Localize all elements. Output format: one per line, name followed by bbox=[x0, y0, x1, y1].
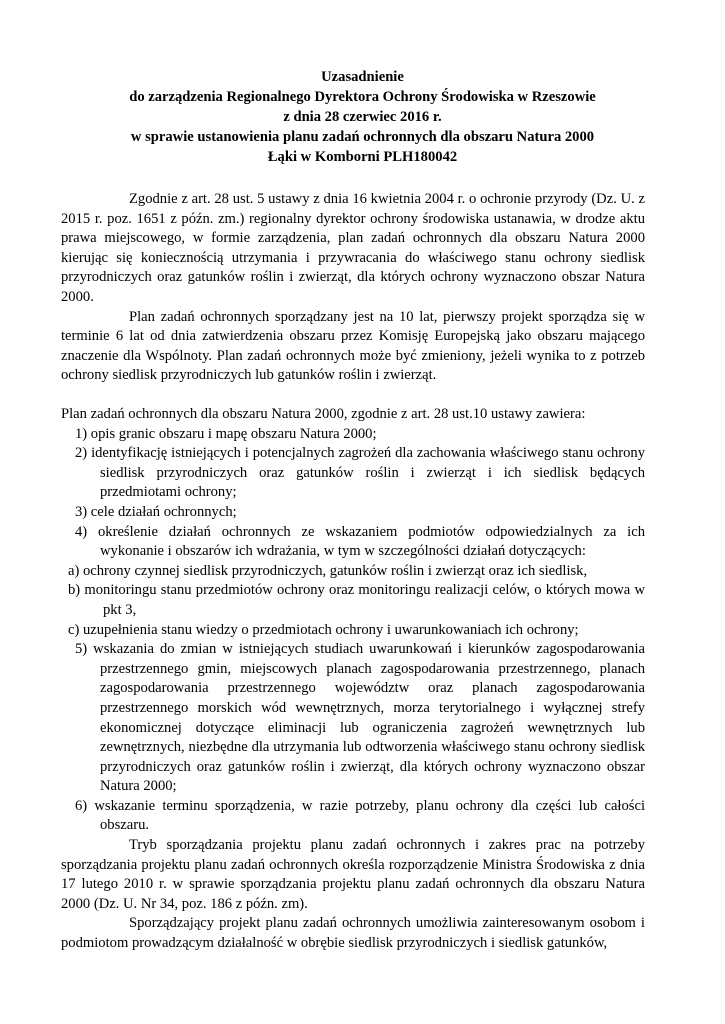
title-line-4: w sprawie ustanowienia planu zadań ochronnych dla obszaru Natura 2000 bbox=[130, 129, 595, 145]
intro-section bbox=[61, 190, 645, 386]
plan-item-5: 5) wskazania do zmian w istniejących studiach uwarunkowań i kierunków zagospodarowania przestrzennego gmin, miejscowych planach zagospodarowania przestrzennego, planach zagospodarowania przestrzennego województw oraz planach zagospodarowania przestrzennego morskich wód wewnętrznych, morza terytorialnego i wyłącznej strefy ekonomicznej dotyczące eliminacji lub ograniczenia zagrożeń wewnętrznych lub zewnętrznych, niezbędne dla utrzymania lub odtworzenia właściwego stanu ochrony siedlisk przyrodniczych oraz gatunków roślin i zwierząt, dla których ochrony wyznaczono obszar Natura 2000; bbox=[75, 641, 645, 795]
title-line-5: Łąki w Komborni PLH180042 bbox=[267, 149, 458, 165]
title-line-3: z dnia 28 czerwiec 2016 r. bbox=[283, 109, 442, 125]
plan-paragraph-4: Sporządzający projekt planu zadań ochronnych umożliwia zainteresowanym osobom i podmiotom prowadzącym działalność w obrębie siedlisk przyrodniczych i siedlisk gatunków, bbox=[61, 915, 645, 952]
plan-item-3: 3) cele działań ochronnych; bbox=[75, 503, 237, 520]
plan-item-4a: a) ochrony czynnej siedlisk przyrodniczych, gatunków roślin i zwierząt oraz ich siedlisk, bbox=[68, 562, 588, 579]
plan-item-4c: c) uzupełnienia stanu wiedzy o przedmiotach ochrony i uwarunkowaniach ich ochrony; bbox=[68, 621, 579, 638]
title-line-1: Uzasadnienie bbox=[321, 69, 404, 85]
plan-item-2: 2) identyfikację istniejących i potencjalnych zagrożeń dla zachowania właściwego stanu ochrony siedlisk przyrodniczych oraz gatunków roślin i zwierząt i ich siedlisk będących przedmiotami ochrony; bbox=[75, 445, 645, 501]
plan-item-4: 4) określenie działań ochronnych ze wskazaniem podmiotów odpowiedzialnych za ich wykonanie i obszarów ich wdrażania, w tym w szczególności działań dotyczących: bbox=[75, 523, 645, 560]
plan-item-4b: b) monitoringu stanu przedmiotów ochrony oraz monitoringu realizacji celów, o których mowa w pkt 3, bbox=[68, 582, 645, 618]
document-title bbox=[70, 67, 655, 167]
plan-paragraph-3: Tryb sporządzania projektu planu zadań ochronnych i zakres prac na potrzeby sporządzania projektu planu zadań ochronnych określa rozporządzenie Ministra Środowiska z dnia 17 lutego 2010 r. w sprawie sporządzania projektu planu zadań ochronnych dla obszaru Natura 2000 (Dz. U. Nr 34, poz. 186 z późn. zm). bbox=[61, 837, 645, 912]
plan-section bbox=[61, 405, 645, 954]
intro-paragraph-1: Zgodnie z art. 28 ust. 5 ustawy z dnia 16 kwietnia 2004 r. o ochronie przyrody (Dz. U. z 2015 r. poz. 1651 z późn. zm.) regionalny dyrektor ochrony środowiska ustanawia, w drodze aktu prawa miejscowego, w formie zarządzenia, plan zadań ochronnych dla obszaru Natura 2000 kierując się koniecznością utrzymania i przywracania do właściwego stanu ochrony siedlisk przyrodniczych oraz gatunków roślin i zwierząt, dla których ochrony wyznaczono obszar Natura 2000. bbox=[61, 191, 645, 305]
intro-paragraph-2: Plan zadań ochronnych sporządzany jest na 10 lat, pierwszy projekt sporządza się w terminie 6 lat od dnia zatwierdzenia obszaru przez Komisję Europejską jako obszaru mającego znaczenie dla Wspólnoty. Plan zadań ochronnych może być zmieniony, jeżeli wynika to z potrzeb ochrony siedlisk przyrodniczych lub gatunków roślin i zwierząt. bbox=[61, 308, 645, 384]
plan-item-6: 6) wskazanie terminu sporządzenia, w razie potrzeby, planu ochrony dla części lub całości obszaru. bbox=[75, 797, 645, 834]
plan-item-1: 1) opis granic obszaru i mapę obszaru Natura 2000; bbox=[75, 425, 377, 442]
plan-lead: Plan zadań ochronnych dla obszaru Natura 2000, zgodnie z art. 28 ust.10 ustawy zawiera: bbox=[61, 406, 586, 422]
title-line-2: do zarządzenia Regionalnego Dyrektora Ochrony Środowiska w Rzeszowie bbox=[129, 89, 596, 105]
